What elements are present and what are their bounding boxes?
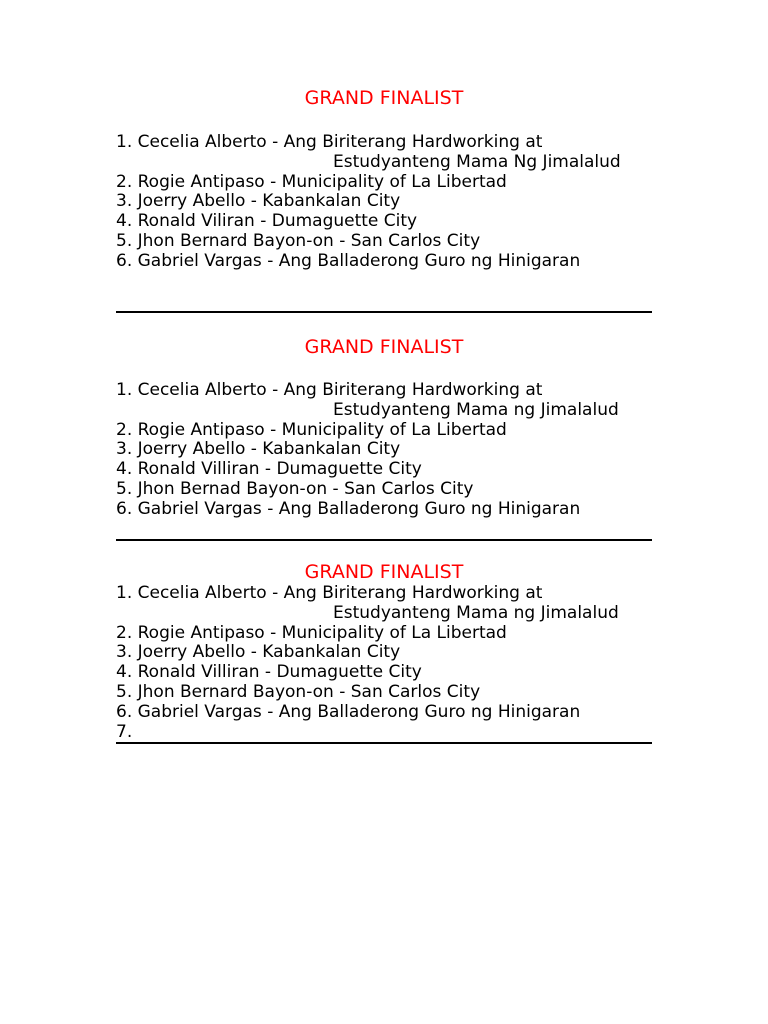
section-3-title: GRAND FINALIST: [304, 561, 464, 583]
list-item: 7.: [116, 721, 133, 742]
list-item: 6. Gabriel Vargas - Ang Balladerong Guro ng Hinigaran: [116, 250, 581, 271]
section-divider: [116, 311, 652, 313]
list-item-text: 1. Cecelia Alberto - Ang Biriterang Hardworking at: [116, 583, 543, 603]
list-item: 3. Joerry Abello - Kabankalan City: [116, 642, 401, 663]
list-item: 2. Rogie Antipaso - Municipality of La Libertad: [116, 419, 507, 440]
list-item-continuation: Estudyanteng Mama ng Jimalalud: [333, 399, 619, 420]
list-item: 5. Jhon Bernard Bayon-on - San Carlos City: [116, 230, 481, 251]
list-item: 4. Ronald Villiran - Dumaguette City: [116, 662, 422, 683]
list-item-continuation: Estudyanteng Mama Ng Jimalalud: [333, 151, 621, 172]
list-item-continuation: Estudyanteng Mama ng Jimalalud: [333, 602, 619, 623]
list-item: 4. Ronald Villiran - Dumaguette City: [116, 459, 422, 480]
list-item-text: 1. Cecelia Alberto - Ang Biriterang Hardworking at: [116, 132, 543, 152]
list-item: 5. Jhon Bernard Bayon-on - San Carlos City: [116, 681, 481, 702]
section-3-finalist-list: [116, 584, 619, 742]
list-item: 3. Joerry Abello - Kabankalan City: [116, 439, 401, 460]
section-divider: [116, 539, 652, 541]
list-item: [116, 133, 621, 173]
section-2-finalist-list: [116, 381, 619, 520]
list-item: 3. Joerry Abello - Kabankalan City: [116, 191, 401, 212]
section-1-finalist-list: [116, 133, 621, 272]
list-item: 4. Ronald Viliran - Dumaguette City: [116, 211, 418, 232]
section-divider: [116, 742, 652, 744]
list-item: 5. Jhon Bernad Bayon-on - San Carlos City: [116, 478, 474, 499]
list-item: [116, 584, 619, 624]
list-item: 6. Gabriel Vargas - Ang Balladerong Guro ng Hinigaran: [116, 498, 581, 519]
section-2-title: GRAND FINALIST: [304, 336, 464, 358]
list-item: 2. Rogie Antipaso - Municipality of La Libertad: [116, 622, 507, 643]
list-item: 6. Gabriel Vargas - Ang Balladerong Guro ng Hinigaran: [116, 701, 581, 722]
list-item-text: 1. Cecelia Alberto - Ang Biriterang Hardworking at: [116, 380, 543, 400]
list-item: [116, 381, 619, 421]
list-item: 2. Rogie Antipaso - Municipality of La Libertad: [116, 171, 507, 192]
section-1-title: GRAND FINALIST: [304, 87, 464, 109]
